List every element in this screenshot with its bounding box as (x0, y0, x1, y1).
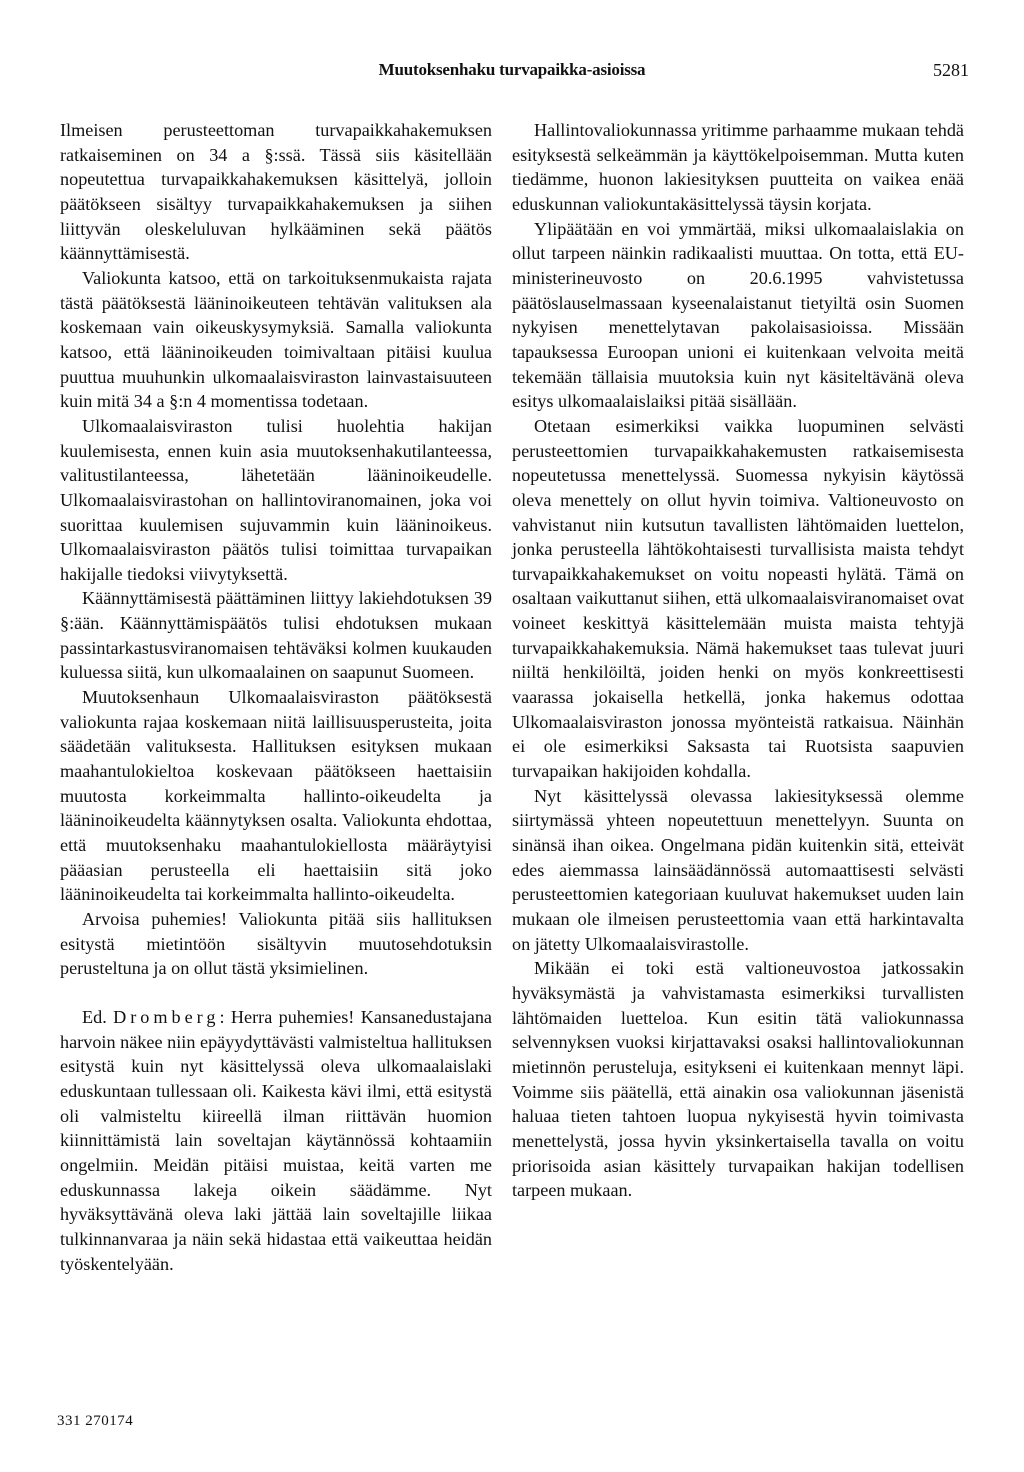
paragraph: Arvoisa puhemies! Valiokunta pitää siis hallituksen esitystä mietintöön sisältyvin muutosehdotuksin perusteltuna ja on ollut tästä yksimielinen. (60, 909, 492, 979)
speaker-prefix: Ed. (82, 1006, 114, 1027)
page-number: 5281 (933, 60, 969, 80)
paragraph: Ylipäätään en voi ymmärtää, miksi ulkomaalaislakia on ollut tarpeen näinkin radikaalisti muuttaa. On totta, että EU-ministerineuvosto on 20.6.1995 vahvistetussa päätöslauselmassaan kyseenalaistanut tietyiltä osin Suomen nykyisen menettelytavan pakolaisasioissa. Missään tapauksessa Euroopan unioni ei kuitenkaan velvoita meitä tekemään tällaisia muutoksia kuin nyt käsiteltävänä oleva esitys ulkomaalaislaiksi pitää sisällään. (512, 218, 964, 412)
right-column (512, 118, 964, 1203)
speaker-colon: : (219, 1006, 225, 1027)
paragraph: Valiokunta katsoo, että on tarkoituksenmukaista rajata tästä päätöksestä lääninoikeuteen tehtävän valituksen ala koskemaan vain oikeuskysymyksiä. Samalla valiokunta katsoo, että lääninoikeuden toimivaltaan pitäisi kuulua puuttua muuhunkin ulkomaalaisviraston lainvastaisuuteen kuin mitä 34 a §:n 4 momentissa todetaan. (60, 267, 492, 412)
paragraph: Ulkomaalaisviraston tulisi huolehtia hakijan kuulemisesta, ennen kuin asia muutoksenhakutilanteessa, valitustilanteessa, lähetetään lääninoikeudelle. Ulkomaalaisvirastohan on hallintoviranomainen, joka voi suorittaa kuulemisen sujuvammin kuin lääninoikeus. Ulkomaalaisviraston päätös tulisi toimittaa turvapaikan hakijalle tiedoksi viivytyksettä. (60, 415, 492, 584)
paragraph: Muutoksenhaun Ulkomaalaisviraston päätöksestä valiokunta rajaa koskemaan niitä laillisuusperusteita, joita säädetään valituksesta. Hallituksen esityksen mukaan maahantulokieltoa koskevaan päätökseen haettaisiin muutosta korkeimmalta hallinto-oikeudelta ja lääninoikeudelta käännytyksen osalta. Valiokunta ehdottaa, että muutoksenhaku maahantulokiellosta määräytyisi pääasian perusteella eli haettaisiin sitä joko lääninoikeudelta tai korkeimmalta hallinto-oikeudelta. (60, 687, 492, 905)
paragraph: Hallintovaliokunnassa yritimme parhaamme mukaan tehdä esityksestä selkeämmän ja käyttökelpoisemman. Mutta kuten tiedämme, huonon lakiesityksen puutteita on vaikea enää eduskunnan valiokuntakäsittelyssä täysin korjata. (512, 120, 964, 214)
paragraph: Mikään ei toki estä valtioneuvostoa jatkossakin hyväksymästä ja vahvistamasta esimerkiksi turvallisten lähtömaiden luetteloa. Kun esitin tätä valiokunnassa selvennyksen vuoksi kirjattavaksi osaksi hallintovaliokunnan mietinnön perusteluja, esitykseni ei kuitenkaan mennyt läpi. Voimme siis päätellä, että ainakin osa valiokunnan jäsenistä haluaa tieten tahtoen luopua nykyisestä hyvin toimivasta menettelystä, jossa hyvin yksinkertaisella tavalla on voitu priorisoida asian käsittely turvapaikan hakijan todellisen tarpeen mukaan. (512, 958, 964, 1201)
paragraph: Nyt käsittelyssä olevassa lakiesityksessä olemme siirtymässä yhteen nopeutettuun menettelyyn. Suunta on sinänsä ihan oikea. Ongelmana pidän kuitenkin sitä, etteivät edes aiemmassa lainsäädännössä automaattisesti selvästi perusteettomien kategoriaan kuuluvat hakemukset uuden lain mukaan ole ilmeisen perusteettomia vaan että harkintavalta on jätetty Ulkomaalaisvirastolle. (512, 785, 964, 954)
paragraph: Käännyttämisestä päättäminen liittyy lakiehdotuksen 39 §:ään. Käännyttämispäätös tulisi ehdotuksen mukaan passintarkastusviranomaisen tehtäväksi kolmen kuukauden kuluessa siitä, kun ulkomaalainen on saapunut Suomeen. (60, 588, 492, 683)
running-header: Muutoksenhaku turvapaikka-asioissa (378, 60, 646, 79)
speech-text: Herra puhemies! Kansanedustajana harvoin näkee niin epäyydyttävästi valmisteltua hallituksen esitystä kuin nyt käsittelyssä oleva ulkomaalaislaki eduskuntaan tullessaan oli. Kaikesta kävi ilmi, että esitystä oli valmisteltu kiireellä ilman riittävän huomion kiinnittämistä lain soveltajan käytännössä kohtaamiin ongelmiin. Meidän pitäisi muistaa, keitä varten me eduskunnassa lakeja oikein säädämme. Nyt hyväksyttävänä oleva laki jättää lain soveltajille liikaa tulkinnanvaraa ja näin sekä hidastaa että vaikeuttaa heidän työskentelyään. (60, 1006, 492, 1274)
speech-paragraph (60, 1005, 492, 1276)
paragraph: Otetaan esimerkiksi vaikka luopuminen selvästi perusteettomien turvapaikkahakemusten ratkaisemisesta nopeutetussa menettelyssä. Suomessa nykyisin käytössä oleva menettely on ollut hyvin toimiva. Valtioneuvosto on vahvistanut niin kutsutun tavallisten lähtömaiden luettelon, jonka perusteella lähtökohtaisesti turvallisista maista tehdyt turvapaikkahakemukset on voitu nopeasti hylätä. Tämä on osaltaan vaikuttanut siihen, että ulkomaalaisviranomaiset ovat voineet keskittyä käsittelemään muista maista tehtyjä turvapaikkahakemuksia. Nämä hakemukset taas tulevat juuri niiltä henkilöiltä, joiden henki on myös konkreettisesti vaarassa jokaisella hetkellä, jonka hakemus odottaa Ulkomaalaisviraston jonossa myönteistä ratkaisua. Näinhän ei ole esimerkiksi Saksasta tai Ruotsista saapuvien turvapaikan hakijoiden kohdalla. (512, 415, 964, 782)
print-code: 331 270174 (57, 1413, 134, 1429)
paragraph: Ilmeisen perusteettoman turvapaikkahakemuksen ratkaiseminen on 34 a §:ssä. Tässä siis käsitellään nopeutettua turvapaikkahakemuksen käsittelyä, jolloin päätökseen sisältyy turvapaikkahakemuksen ja siihen liittyvän oleskeluluvan hylkääminen sekä päätös käännyttämisestä. (60, 120, 492, 264)
left-column (60, 118, 492, 1276)
speaker-name: Dromberg (113, 1006, 220, 1027)
